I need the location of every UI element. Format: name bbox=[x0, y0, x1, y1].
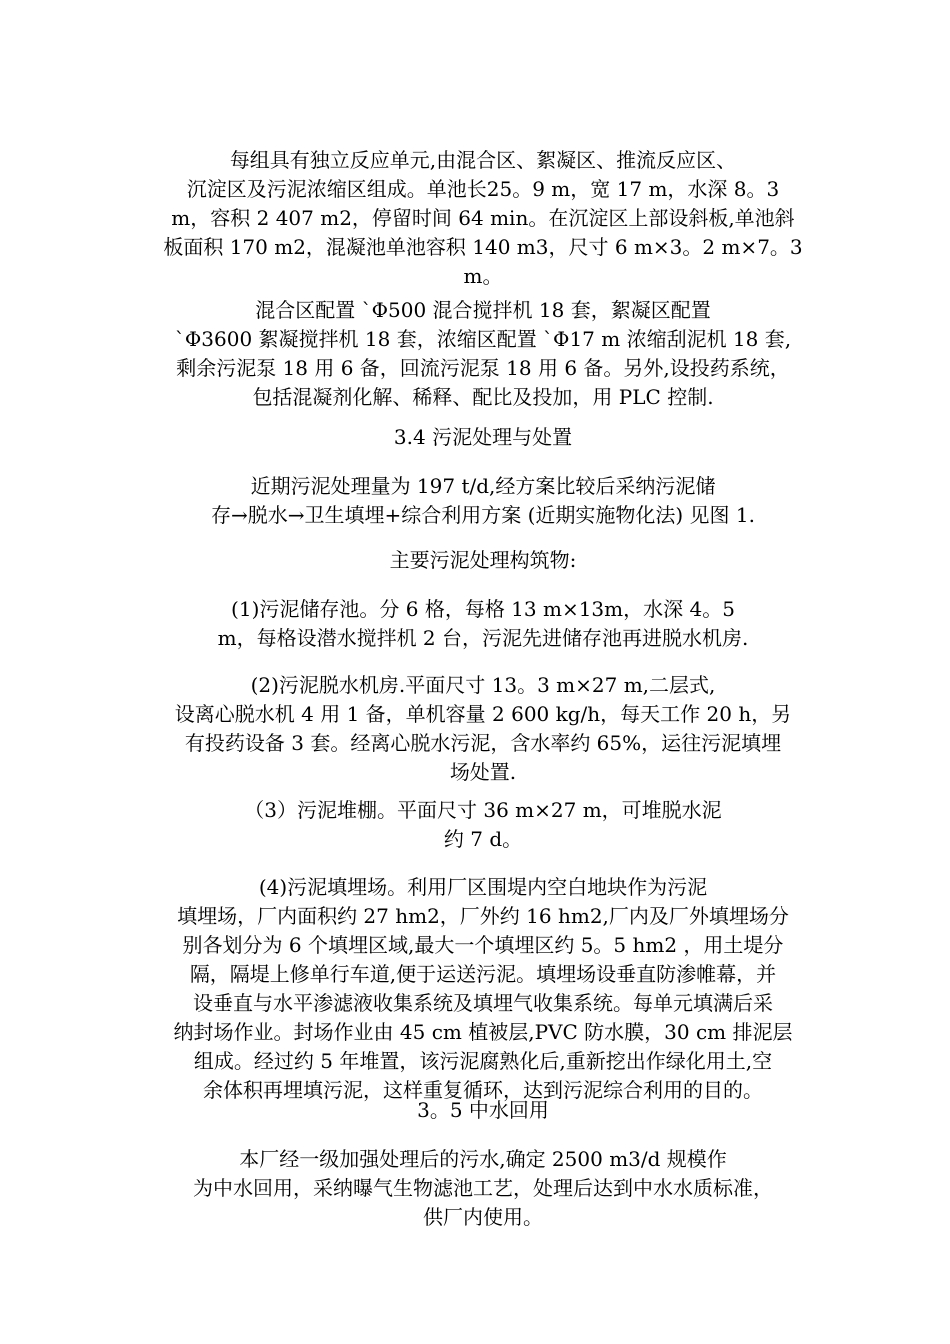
paragraph-storage-tank bbox=[148, 595, 818, 653]
text-line: 设离心脱水机 4 用 1 备，单机容量 2 600 kg/h，每天工作 20 h，另 bbox=[174, 702, 792, 726]
text-line: m，容积 2 407 m2，停留时间 64 min。在沉淀区上部设斜板,单池斜 bbox=[171, 206, 795, 230]
paragraph-equipment-config bbox=[148, 296, 818, 412]
paragraph-reaction-unit bbox=[148, 146, 818, 291]
paragraph-sludge-shed bbox=[148, 796, 818, 854]
text-line: 隔，隔堤上修单行车道,便于运送污泥。填埋场设垂直防渗帷幕，并 bbox=[189, 962, 777, 986]
text-line: 组成。经过约 5 年堆置，该污泥腐熟化后,重新挖出作绿化用土,空 bbox=[193, 1049, 773, 1073]
paragraph-landfill bbox=[148, 873, 818, 1105]
text-line: 本厂经一级加强处理后的污水,确定 2500 m3/d 规模作 bbox=[239, 1147, 727, 1171]
text-line: (2)污泥脱水机房.平面尺寸 13。3 m×27 m,二层式, bbox=[250, 673, 716, 697]
text-line: 纳封场作业。封场作业由 45 cm 植被层,PVC 防水膜，30 cm 排泥层 bbox=[173, 1020, 793, 1044]
text-line: 近期污泥处理量为 197 t/d,经方案比较后采纳污泥储 bbox=[250, 474, 716, 498]
text-line: m。 bbox=[463, 264, 503, 288]
text-line: 设垂直与水平渗滤液收集系统及填埋气收集系统。每单元填满后采 bbox=[193, 991, 773, 1015]
paragraph-dewatering-house bbox=[148, 671, 818, 787]
heading-text: 3.4 污泥处理与处置 bbox=[393, 425, 573, 449]
text-line: 板面积 170 m2，混凝池单池容积 140 m3，尺寸 6 m×3。2 m×7。3 bbox=[163, 235, 803, 259]
heading-text: 3。5 中水回用 bbox=[417, 1098, 549, 1122]
text-line: 为中水回用，采纳曝气生物滤池工艺，处理后达到中水水质标准， bbox=[193, 1176, 773, 1200]
text-line: 余体积再埋填污泥，这样重复循环，达到污泥综合利用的目的。 bbox=[203, 1078, 763, 1102]
paragraph-sludge-volume bbox=[148, 472, 818, 530]
text-line: 场处置. bbox=[449, 760, 517, 784]
text-line: 约 7 d。 bbox=[443, 827, 523, 851]
section-heading-3-4 bbox=[148, 423, 818, 452]
text-line: （3）污泥堆棚。平面尺寸 36 m×27 m，可堆脱水泥 bbox=[244, 798, 722, 822]
text-line: 存→脱水→卫生填埋+综合利用方案 (近期实施物化法) 见图 1. bbox=[210, 503, 756, 527]
text-line: (1)污泥储存池。分 6 格，每格 13 m×13m，水深 4。5 bbox=[231, 597, 735, 621]
text-line: 别各划分为 6 个填埋区域,最大一个填埋区约 5。5 hm2 ，用土堤分 bbox=[182, 933, 784, 957]
text-line: 供厂内使用。 bbox=[423, 1205, 543, 1229]
text-line: 沉淀区及污泥浓缩区组成。单池长25。9 m，宽 17 m，水深 8。3 bbox=[186, 177, 780, 201]
text-line: (4)污泥填埋场。利用厂区围堤内空白地块作为污泥 bbox=[258, 875, 708, 899]
text-line: `Φ3600 絮凝搅拌机 18 套，浓缩区配置 `Φ17 m 浓缩刮泥机 18 套, bbox=[174, 327, 792, 351]
text-line: m，每格设潜水搅拌机 2 台，污泥先进储存池再进脱水机房. bbox=[217, 626, 749, 650]
paragraph-reclaimed-water bbox=[148, 1145, 818, 1232]
text-line: 剩余污泥泵 18 用 6 备，回流污泥泵 18 用 6 备。另外,设投药系统， bbox=[176, 356, 790, 380]
text-line: 填埋场，厂内面积约 27 hm2，厂外约 16 hm2,厂内及厂外填埋场分 bbox=[177, 904, 789, 928]
text-line: 有投药设备 3 套。经离心脱水污泥，含水率约 65%，运往污泥填埋 bbox=[184, 731, 782, 755]
section-heading-3-5 bbox=[148, 1096, 818, 1125]
structures-intro bbox=[148, 546, 818, 575]
text-line: 每组具有独立反应单元,由混合区、絮凝区、推流反应区、 bbox=[229, 148, 737, 172]
text-line: 包括混凝剂化解、稀释、配比及投加，用 PLC 控制. bbox=[252, 385, 714, 409]
text-line: 主要污泥处理构筑物: bbox=[389, 548, 577, 572]
text-line: 混合区配置 `Φ500 混合搅拌机 18 套，絮凝区配置 bbox=[255, 298, 711, 322]
